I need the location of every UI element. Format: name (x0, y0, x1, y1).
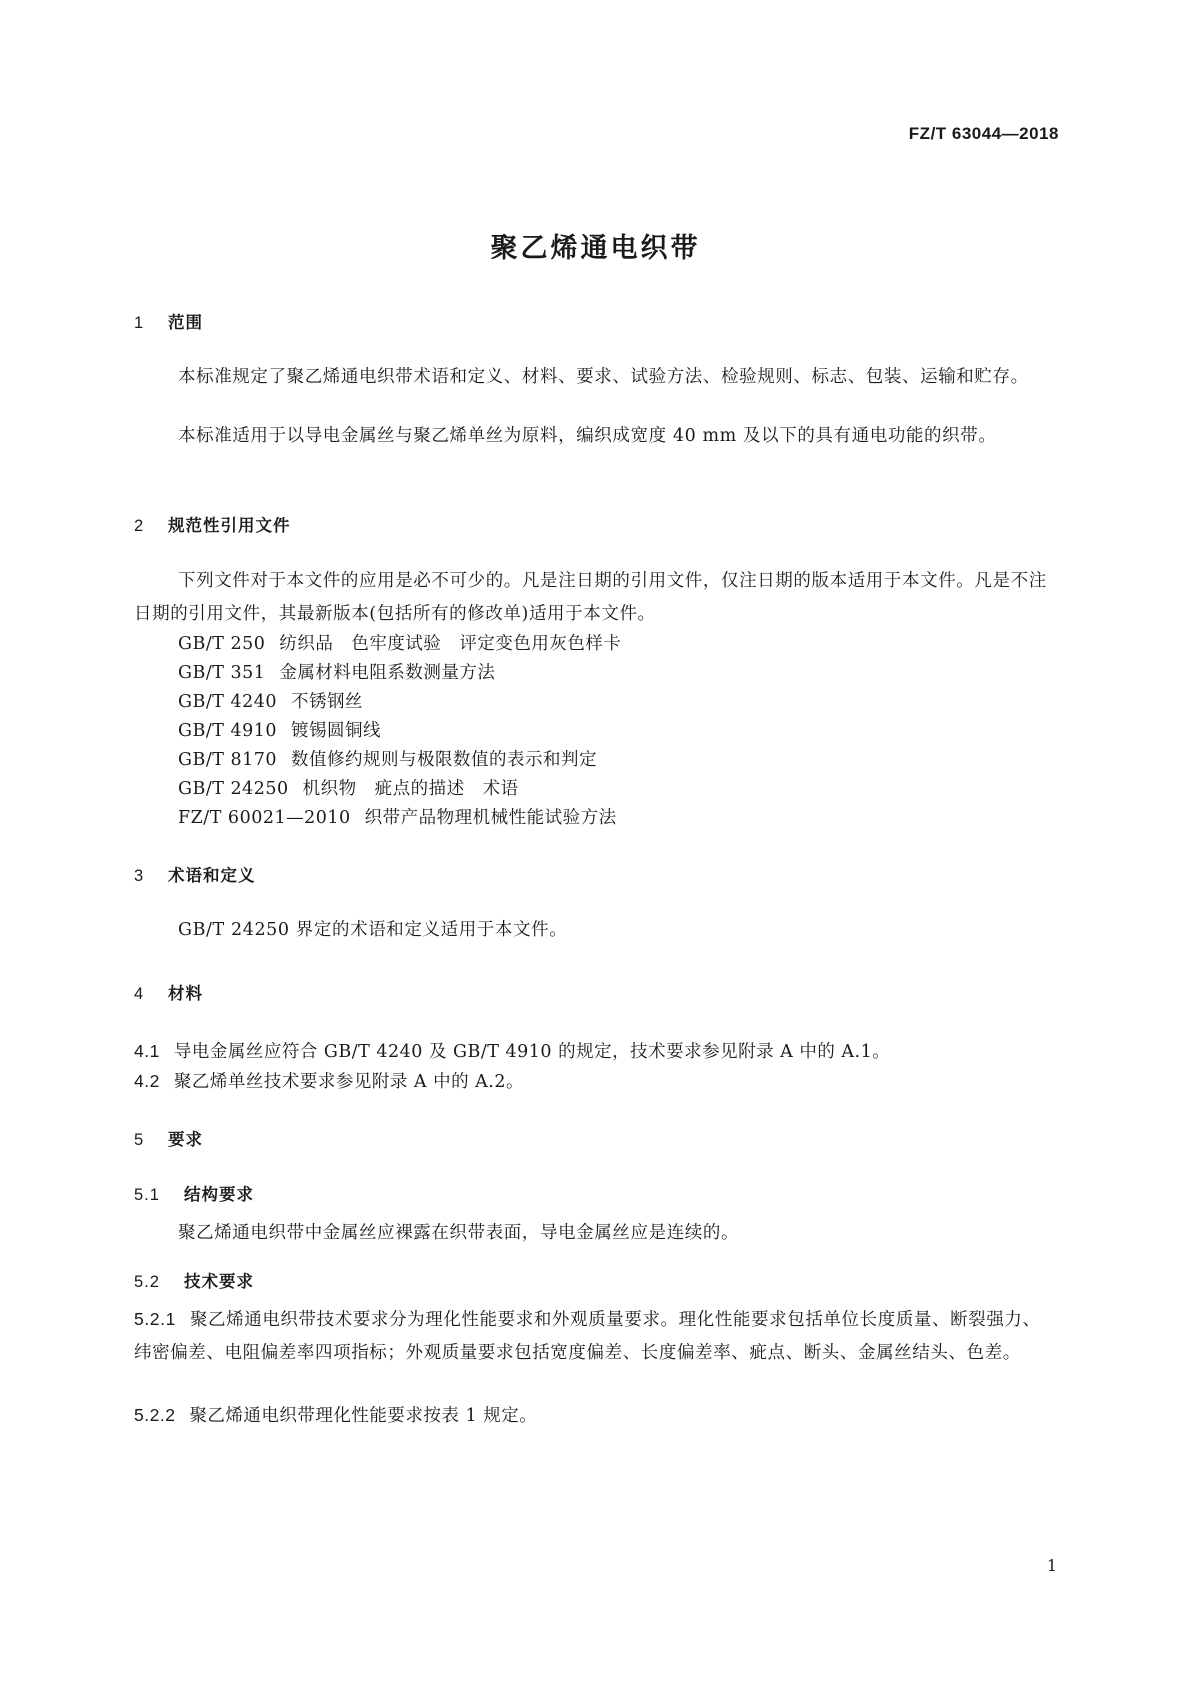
reference-code: GB/T 250 (178, 634, 266, 654)
clause-number: 5.2.1 (134, 1309, 176, 1329)
reference-item (178, 746, 597, 771)
subsection-5-2-heading (134, 1268, 254, 1292)
section-1-heading (134, 309, 203, 333)
subsection-title: 结构要求 (184, 1185, 254, 1204)
section-number: 3 (134, 867, 145, 885)
clause-text: 聚乙烯通电织带理化性能要求按表 1 规定。 (189, 1406, 538, 1426)
reference-name: 数值修约规则与极限数值的表示和判定 (291, 750, 598, 770)
section-number: 2 (134, 517, 145, 535)
reference-name: 不锈钢丝 (291, 692, 364, 712)
section-title: 要求 (168, 1130, 203, 1149)
subsection-number: 5.2 (134, 1273, 160, 1291)
clause-5-2-1 (134, 1303, 1056, 1370)
reference-item (178, 717, 381, 742)
clause-text: 聚乙烯通电织带技术要求分为理化性能要求和外观质量要求。理化性能要求包括单位长度质量、断裂强力、纬密偏差、电阻偏差率四项指标；外观质量要求包括宽度偏差、长度偏差率、疵点、断头、金属丝结头、色差。 (134, 1310, 1041, 1363)
section-1-paragraph-1: 本标准规定了聚乙烯通电织带术语和定义、材料、要求、试验方法、检验规则、标志、包装、运输和贮存。 (178, 367, 1029, 387)
subsection-5-1-heading (134, 1181, 254, 1205)
subsection-number: 5.1 (134, 1186, 160, 1204)
reference-code: GB/T 351 (178, 663, 266, 683)
reference-item (178, 630, 621, 655)
section-2-paragraph-1: 下列文件对于本文件的应用是必不可少的。凡是注日期的引用文件，仅注日期的版本适用于本文件。凡是不注日期的引用文件，其最新版本(包括所有的修改单)适用于本文件。 (134, 571, 1047, 624)
clause-number: 5.2.2 (134, 1405, 176, 1425)
clause-text: 导电金属丝应符合 GB/T 4240 及 GB/T 4910 的规定，技术要求参见附录 A 中的 A.1。 (173, 1042, 891, 1062)
subsection-5-1-paragraph: 聚乙烯通电织带中金属丝应裸露在织带表面，导电金属丝应是连续的。 (178, 1223, 740, 1243)
reference-code: GB/T 8170 (178, 750, 278, 770)
standard-number: FZ/T 63044—2018 (908, 124, 1059, 143)
section-title: 材料 (168, 984, 203, 1003)
reference-item (178, 688, 363, 713)
clause-4-1 (134, 1038, 890, 1063)
clause-5-2-2 (134, 1402, 537, 1427)
section-5-heading (134, 1126, 203, 1150)
reference-name: 机织物 疵点的描述 术语 (302, 779, 519, 799)
reference-name: 镀锡圆铜线 (291, 721, 382, 741)
reference-code: FZ/T 60021—2010 (178, 808, 351, 828)
subsection-title: 技术要求 (184, 1272, 254, 1291)
clause-text: 聚乙烯单丝技术要求参见附录 A 中的 A.2。 (173, 1072, 524, 1092)
reference-item (178, 804, 617, 829)
reference-name: 纺织品 色牢度试验 评定变色用灰色样卡 (279, 634, 622, 654)
clause-4-2 (134, 1068, 524, 1093)
reference-name: 金属材料电阻系数测量方法 (279, 663, 496, 683)
reference-code: GB/T 24250 (178, 779, 289, 799)
section-1-paragraph-2: 本标准适用于以导电金属丝与聚乙烯单丝为原料，编织成宽度 40 mm 及以下的具有通电功能的织带。 (178, 426, 997, 446)
section-title: 范围 (168, 313, 203, 332)
section-title: 规范性引用文件 (168, 516, 291, 535)
section-number: 1 (134, 314, 145, 332)
section-number: 4 (134, 985, 145, 1003)
section-4-heading (134, 980, 203, 1004)
document-title: 聚乙烯通电织带 (490, 233, 701, 264)
clause-number: 4.2 (134, 1071, 160, 1091)
section-2-heading (134, 512, 291, 536)
clause-number: 4.1 (134, 1041, 160, 1061)
section-number: 5 (134, 1131, 145, 1149)
reference-name: 织带产品物理机械性能试验方法 (364, 808, 617, 828)
section-3-heading (134, 862, 256, 886)
reference-item (178, 659, 495, 684)
reference-code: GB/T 4910 (178, 721, 278, 741)
reference-code: GB/T 4240 (178, 692, 278, 712)
page-number: 1 (1046, 1556, 1057, 1575)
section-title: 术语和定义 (168, 866, 256, 885)
section-3-paragraph-1: GB/T 24250 界定的术语和定义适用于本文件。 (178, 920, 568, 940)
reference-item (178, 775, 519, 800)
